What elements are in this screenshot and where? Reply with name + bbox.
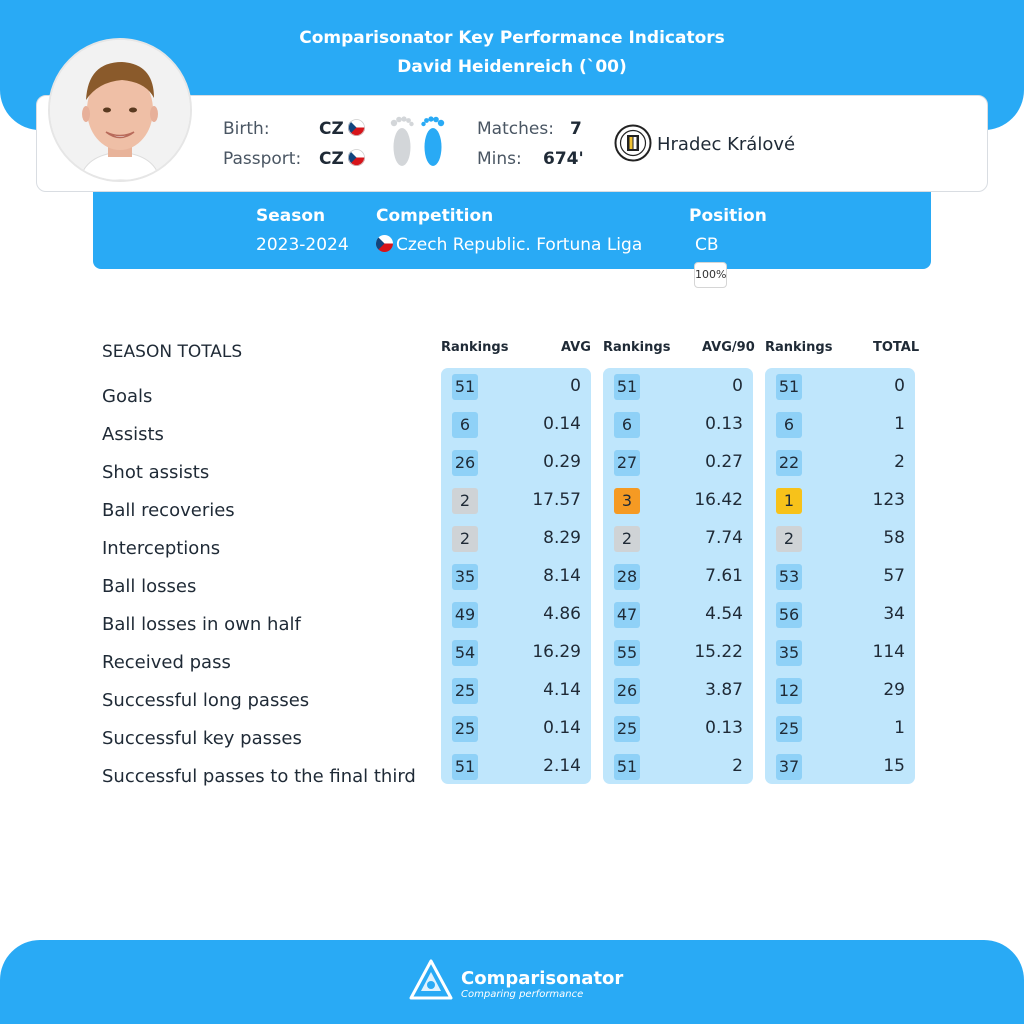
stat-value: 2: [894, 452, 905, 472]
stat-value: 2.14: [543, 756, 581, 776]
cz-flag-icon: [348, 119, 365, 136]
season-value: 2023-2024: [256, 235, 349, 255]
stat-value: 123: [872, 490, 905, 510]
stat-value: 1: [894, 718, 905, 738]
row-label: Successful passes to the final third: [102, 766, 416, 787]
club-name: Hradec Králové: [657, 134, 796, 155]
stat-value: 2: [732, 756, 743, 776]
rank-badge: 2: [452, 526, 478, 552]
rank-badge: 54: [452, 640, 478, 666]
stat-value: 0.13: [705, 414, 743, 434]
row-label: Ball losses in own half: [102, 614, 301, 635]
rank-badge: 25: [452, 678, 478, 704]
col-header-rankings-total: Rankings: [765, 340, 833, 355]
rank-badge: 53: [776, 564, 802, 590]
stat-value: 29: [883, 680, 905, 700]
birth-value: CZ: [319, 119, 365, 139]
row-label: Received pass: [102, 652, 231, 673]
rank-badge: 51: [452, 374, 478, 400]
col-header-rankings-avg90: Rankings: [603, 340, 671, 355]
col-header-avg: AVG: [561, 340, 591, 355]
competition-header: Competition: [376, 206, 494, 226]
stat-value: 7.61: [705, 566, 743, 586]
club-crest-icon: [614, 124, 652, 162]
rank-badge: 2: [776, 526, 802, 552]
stat-value: 57: [883, 566, 905, 586]
col-header-avg90: AVG/90: [702, 340, 755, 355]
col-header-total: TOTAL: [873, 340, 920, 355]
rank-badge: 2: [452, 488, 478, 514]
stat-value: 0.13: [705, 718, 743, 738]
mins-value: 674': [543, 149, 584, 169]
mins-label: Mins:: [477, 149, 522, 169]
stat-value: 0.14: [543, 718, 581, 738]
passport-label: Passport:: [223, 149, 302, 169]
rank-badge: 51: [452, 754, 478, 780]
stat-value: 58: [883, 528, 905, 548]
rank-badge: 49: [452, 602, 478, 628]
rank-badge: 2: [614, 526, 640, 552]
birth-label: Birth:: [223, 119, 270, 139]
rank-badge: 27: [614, 450, 640, 476]
rank-badge: 51: [776, 374, 802, 400]
rank-badge: 26: [452, 450, 478, 476]
rank-badge: 26: [614, 678, 640, 704]
stat-value: 1: [894, 414, 905, 434]
stat-value: 16.29: [532, 642, 581, 662]
rank-badge: 51: [614, 754, 640, 780]
passport-value: CZ: [319, 149, 365, 169]
rank-badge: 51: [614, 374, 640, 400]
stat-value: 15.22: [694, 642, 743, 662]
rank-badge: 55: [614, 640, 640, 666]
position-percent-badge: 100%: [694, 262, 727, 288]
rank-badge: 3: [614, 488, 640, 514]
stat-value: 8.29: [543, 528, 581, 548]
position-header: Position: [689, 206, 767, 226]
rank-badge: 6: [614, 412, 640, 438]
comparisonator-logo-icon: [408, 958, 454, 1004]
matches-label: Matches:: [477, 119, 554, 139]
rank-badge: 6: [776, 412, 802, 438]
stat-value: 7.74: [705, 528, 743, 548]
stat-value: 34: [883, 604, 905, 624]
stat-value: 0: [732, 376, 743, 396]
rank-badge: 12: [776, 678, 802, 704]
stat-value: 0.29: [543, 452, 581, 472]
row-label: Successful key passes: [102, 728, 302, 749]
competition-value: Czech Republic. Fortuna Liga: [376, 235, 642, 255]
rank-badge: 25: [776, 716, 802, 742]
stat-value: 114: [872, 642, 905, 662]
page-title: Comparisonator Key Performance Indicators: [299, 28, 725, 48]
rank-badge: 35: [776, 640, 802, 666]
player-name: David Heidenreich (`00): [397, 57, 627, 77]
footer-tagline: Comparing performance: [461, 989, 584, 1000]
rank-badge: 6: [452, 412, 478, 438]
row-label: Ball losses: [102, 576, 197, 597]
stat-value: 15: [883, 756, 905, 776]
row-label: Interceptions: [102, 538, 221, 559]
stat-value: 4.86: [543, 604, 581, 624]
stat-value: 0.14: [543, 414, 581, 434]
rank-badge: 22: [776, 450, 802, 476]
stat-value: 4.54: [705, 604, 743, 624]
rank-badge: 56: [776, 602, 802, 628]
rank-badge: 28: [614, 564, 640, 590]
stat-value: 8.14: [543, 566, 581, 586]
rank-badge: 35: [452, 564, 478, 590]
feet-icon: [387, 111, 451, 173]
matches-value: 7: [570, 119, 582, 139]
stat-value: 17.57: [532, 490, 581, 510]
rank-badge: 37: [776, 754, 802, 780]
stat-value: 0: [570, 376, 581, 396]
row-label: Goals: [102, 386, 153, 407]
footer-brand: Comparisonator: [461, 968, 624, 989]
cz-flag-icon: [348, 149, 365, 166]
stat-value: 3.87: [705, 680, 743, 700]
stat-value: 16.42: [694, 490, 743, 510]
stat-value: 0: [894, 376, 905, 396]
row-label: Ball recoveries: [102, 500, 235, 521]
rank-badge: 25: [614, 716, 640, 742]
row-label: Assists: [102, 424, 164, 445]
rank-badge: 47: [614, 602, 640, 628]
rank-badge: 25: [452, 716, 478, 742]
season-header: Season: [256, 206, 326, 226]
col-header-rankings-avg: Rankings: [441, 340, 509, 355]
cz-flag-icon: [376, 235, 393, 252]
stat-value: 4.14: [543, 680, 581, 700]
row-label: Shot assists: [102, 462, 210, 483]
position-value: CB: [695, 235, 719, 255]
row-label: Successful long passes: [102, 690, 310, 711]
rank-badge: 1: [776, 488, 802, 514]
section-title: SEASON TOTALS: [102, 342, 243, 362]
stat-value: 0.27: [705, 452, 743, 472]
player-photo: [48, 38, 192, 182]
season-bar: [93, 192, 931, 269]
